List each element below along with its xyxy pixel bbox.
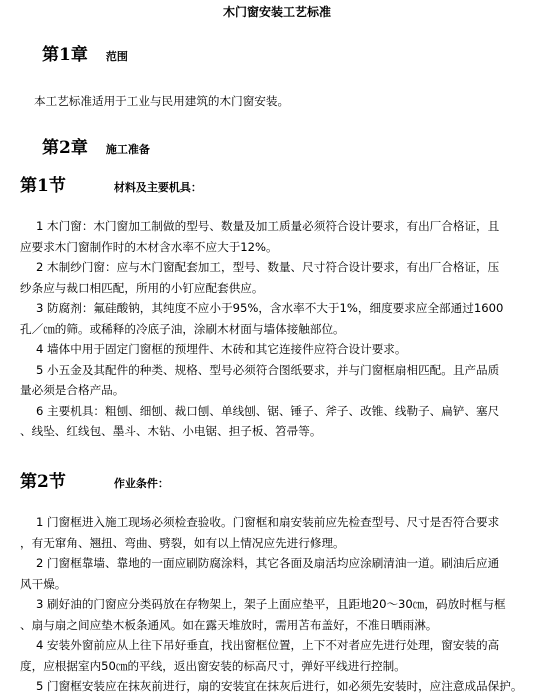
section-1-heading bbox=[20, 171, 202, 196]
section-1-line: 6 主要机具：粗刨、细刨、裁口刨、单线刨、锯、锤子、斧子、改锥、线勒子、扁铲、塞尺 bbox=[36, 403, 500, 418]
chapter-2-number: 第2章 bbox=[42, 138, 88, 158]
chapter-2-name: 施工准备 bbox=[105, 143, 150, 156]
chapter-2-heading bbox=[42, 133, 150, 158]
section-2-line: 、扇与扇之间应垫木板条通风。如在露天堆放时，需用苫布盖好，不准日晒雨淋。 bbox=[20, 617, 438, 632]
chapter-1-heading bbox=[42, 40, 128, 65]
section-2-line: 度，应根据室内50㎝的平线，返出窗安装的标高尺寸，弹好平线进行控制。 bbox=[20, 658, 406, 673]
section-2-body bbox=[20, 512, 534, 693]
section-1-name: 材料及主要机具： bbox=[113, 181, 202, 194]
section-1-line: 量必须是合格产品。 bbox=[20, 383, 125, 397]
section-2-line: ，有无窜角、翘扭、弯曲、劈裂，如有以上情况应先进行修理。 bbox=[20, 535, 345, 550]
document-title: 木门窗安装工艺标准 bbox=[222, 5, 331, 19]
section-1-line: 3 防腐剂：氟硅酸钠，其纯度不应小于95%，含水率不大于1%，细度要求应全部通过1600 bbox=[36, 301, 504, 315]
chapter-1-name: 范围 bbox=[105, 50, 128, 63]
section-2-line: 1 门窗框进入施工现场必须检查验收。门窗框和扇安装前应先检查型号、尺寸是否符合要求 bbox=[36, 515, 500, 529]
section-2-name: 作业条件： bbox=[113, 477, 169, 490]
section-1-line: 5 小五金及其配件的种类、规格、型号必须符合图纸要求，并与门窗框扇相匹配。且产品质 bbox=[36, 362, 500, 377]
chapter-1-number: 第1章 bbox=[42, 45, 88, 65]
section-1-line: 2 木制纱门窗：应与木门窗配套加工，型号、数量、尺寸符合设计要求，有出厂合格证，压 bbox=[36, 260, 500, 274]
section-1-line: 孔／㎝的筛。或稀释的冷底子油，涂刷木材面与墙体接触部位。 bbox=[20, 321, 345, 336]
scope-paragraph bbox=[34, 91, 534, 112]
section-2-line: 5 门窗框安装应在抹灰前进行，扇的安装宜在抹灰后进行，如必须先安装时，应注意成品保护。 bbox=[36, 679, 523, 693]
section-1-number: 第1节 bbox=[20, 176, 66, 196]
section-1-line: 1 木门窗：木门窗加工制做的型号、数量及加工质量必须符合设计要求，有出厂合格证，且 bbox=[36, 219, 500, 233]
section-1-line: 应要求木门窗制作时的木材含水率不应大于12%。 bbox=[20, 239, 278, 254]
section-2-line: 风干燥。 bbox=[20, 576, 67, 591]
section-2-heading bbox=[20, 467, 169, 492]
section-2-line: 3 刷好油的门窗应分类码放在存物架上，架子上面应垫平，且距地20～30㎝，码放时框与框 bbox=[36, 597, 506, 611]
section-1-line: 4 墙体中用于固定门窗框的预埋件、木砖和其它连接件应符合设计要求。 bbox=[36, 342, 407, 356]
section-1-line: 纱条应与裁口相匹配，所用的小钉应配套供应。 bbox=[20, 280, 264, 295]
scope-text: 本工艺标准适用于工业与民用建筑的木门窗安装。 bbox=[34, 94, 290, 108]
section-1-line: 、线坠、红线包、墨斗、木钻、小电锯、担子板、笤帚等。 bbox=[20, 424, 322, 438]
section-2-line: 4 安装外窗前应从上往下吊好垂直，找出窗框位置，上下不对者应先进行处理，窗安装的高 bbox=[36, 638, 500, 652]
section-2-line: 2 门窗框靠墙、靠地的一面应刷防腐涂料，其它各面及扇活均应涂刷清油一道。刷油后应通 bbox=[36, 556, 500, 570]
section-2-number: 第2节 bbox=[20, 472, 66, 492]
section-1-body bbox=[20, 216, 534, 442]
